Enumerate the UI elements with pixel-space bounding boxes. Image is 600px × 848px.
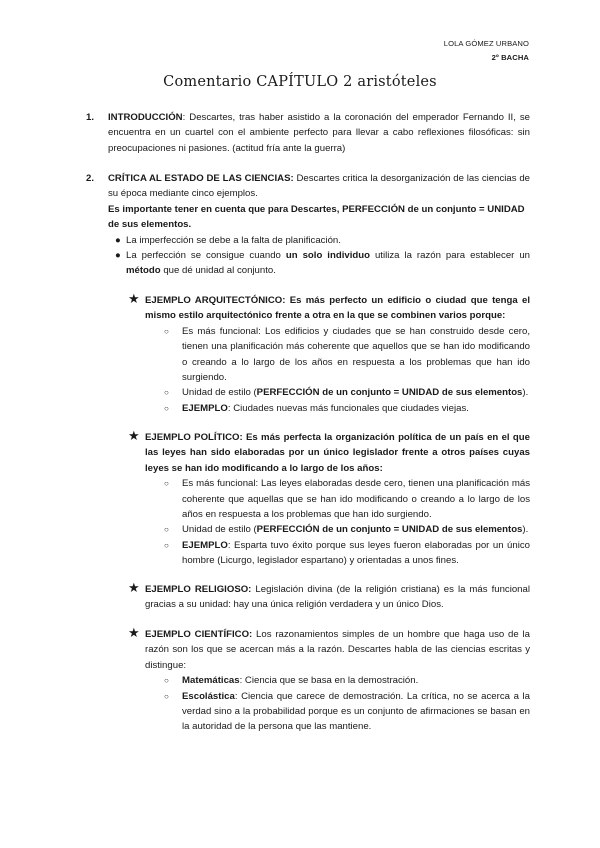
list-item: [88, 476, 530, 522]
example-arquitectonico: [88, 293, 530, 416]
section-body: Descartes critica la desorganización de las ciencias de su época mediante cinco ejemplos.: [108, 173, 530, 200]
bullet-icon: ●: [115, 234, 121, 246]
star-icon: ★: [128, 625, 140, 640]
important-note: [108, 202, 530, 233]
example-heading: ★ EJEMPLO RELIGIOSO: Legislación divina (de la religión cristiana) es la más funcional gracias a su unidad: hay una única religión verdadera y un único Dios.: [128, 580, 530, 611]
list-item: ● La perfección se consigue cuando un solo individuo utiliza la razón para establecer un método que dé unidad al conjunto.: [115, 250, 531, 277]
list-item: ○ Unidad de estilo (PERFECCIÓN de un conjunto = UNIDAD de sus elementos).: [88, 522, 530, 537]
list-item: ○ Unidad de estilo (PERFECCIÓN de un conjunto = UNIDAD de sus elementos).: [88, 385, 530, 400]
star-icon: ★: [128, 291, 140, 306]
document-title: Comentario CAPÍTULO 2 aristóteles: [163, 74, 437, 90]
section-text: [108, 110, 530, 156]
example-heading: [88, 430, 530, 476]
important-text: Es importante tener en cuenta que para Descartes, PERFECCIÓN de un conjunto = UNIDAD de sus elementos.: [108, 203, 525, 231]
list-item: ○ Escolástica: Ciencia que carece de demostración. La crítica, no se acerca a la verdad sino a la probabilidad porque es un conjunto de afirmaciones se basan en la autoridad de la persona que las mantiene.: [164, 690, 530, 733]
list-item: ○ Matemáticas: Ciencia que se basa en la demostración.: [88, 673, 530, 688]
circle-bullet-icon: ○: [164, 403, 169, 413]
example-religioso: [88, 582, 530, 613]
section-number: 2.: [86, 173, 95, 184]
list-item-text: Es más funcional: Los edificios y ciudades que se han construido desde cero, tienen una planificación más coherente que aquellos que se han ido modificando o creando a lo largo de los años en respuesta a los problemas que han ido surgiendo.: [182, 325, 530, 384]
example-politico: [88, 430, 530, 569]
list-item: [88, 233, 530, 248]
section-critica: [88, 171, 530, 279]
author-name: LOLA GÓMEZ URBANO: [443, 39, 529, 48]
course-label: 2º BACHA: [491, 53, 529, 62]
example-cientifico: [88, 627, 530, 735]
section-text: [108, 171, 530, 202]
list-item-text: La imperfección se debe a la falta de planificación.: [126, 234, 341, 246]
circle-bullet-icon: ○: [164, 540, 169, 550]
list-item: [88, 324, 530, 386]
example-heading: ★ EJEMPLO CIENTÍFICO: Los razonamientos simples de un hombre que haga uso de la razón son los que se acercan más a la razón. Descartes habla de las ciencias escritas y distingue:: [128, 625, 530, 671]
section-introduccion: [88, 110, 530, 156]
circle-bullet-icon: ○: [164, 326, 169, 336]
page-header: [444, 37, 529, 65]
list-item-text: Es más funcional: Las leyes elaboradas desde cero, tienen una planificación más coherente que aquellas que se han ido modificando o creando a lo largo de los años en respuesta a los problemas que han ido surgiendo.: [182, 478, 530, 521]
example-heading-text: EJEMPLO ARQUITECTÓNICO: Es más perfecto un edificio o ciudad que tenga el mismo estilo arquitectónico frente a otra en la que se combinen varios porque:: [145, 295, 530, 322]
circle-bullet-icon: ○: [164, 691, 169, 701]
circle-bullet-icon: ○: [164, 525, 169, 535]
section-label: CRÍTICA AL ESTADO DE LAS CIENCIAS:: [108, 173, 294, 184]
list-item: ○ EJEMPLO: Ciudades nuevas más funcionales que ciudades viejas.: [88, 401, 530, 416]
circle-bullet-icon: ○: [164, 479, 169, 489]
example-heading-text: EJEMPLO POLÍTICO: Es más perfecta la organización política de un país en el que las leyes han sido elaboradas por un único legislador frente a otros países cuyas leyes se han ido modificando a lo largo de los años:: [145, 432, 530, 474]
section-label: INTRODUCCIÓN: [108, 112, 183, 123]
circle-bullet-icon: ○: [164, 676, 169, 686]
star-icon: ★: [128, 428, 140, 443]
circle-bullet-icon: ○: [164, 388, 169, 398]
example-heading: [88, 293, 530, 324]
section-number: 1.: [86, 112, 95, 123]
star-icon: ★: [128, 580, 140, 595]
list-item: ○ EJEMPLO: Esparta tuvo éxito porque sus leyes fueron elaboradas por un único hombre (Licurgo, legislador espartano) y orientadas a unos fines.: [164, 539, 530, 567]
section-body: : Descartes, tras haber asistido a la coronación del emperador Fernando II, se encuentra en un cuartel con el ambiente perfecto para llevar a cabo reflexiones filosóficas: sin preocupaciones ni pasiones. (actitud fría ante la guerra): [108, 112, 530, 154]
bullet-icon: ●: [115, 250, 121, 262]
